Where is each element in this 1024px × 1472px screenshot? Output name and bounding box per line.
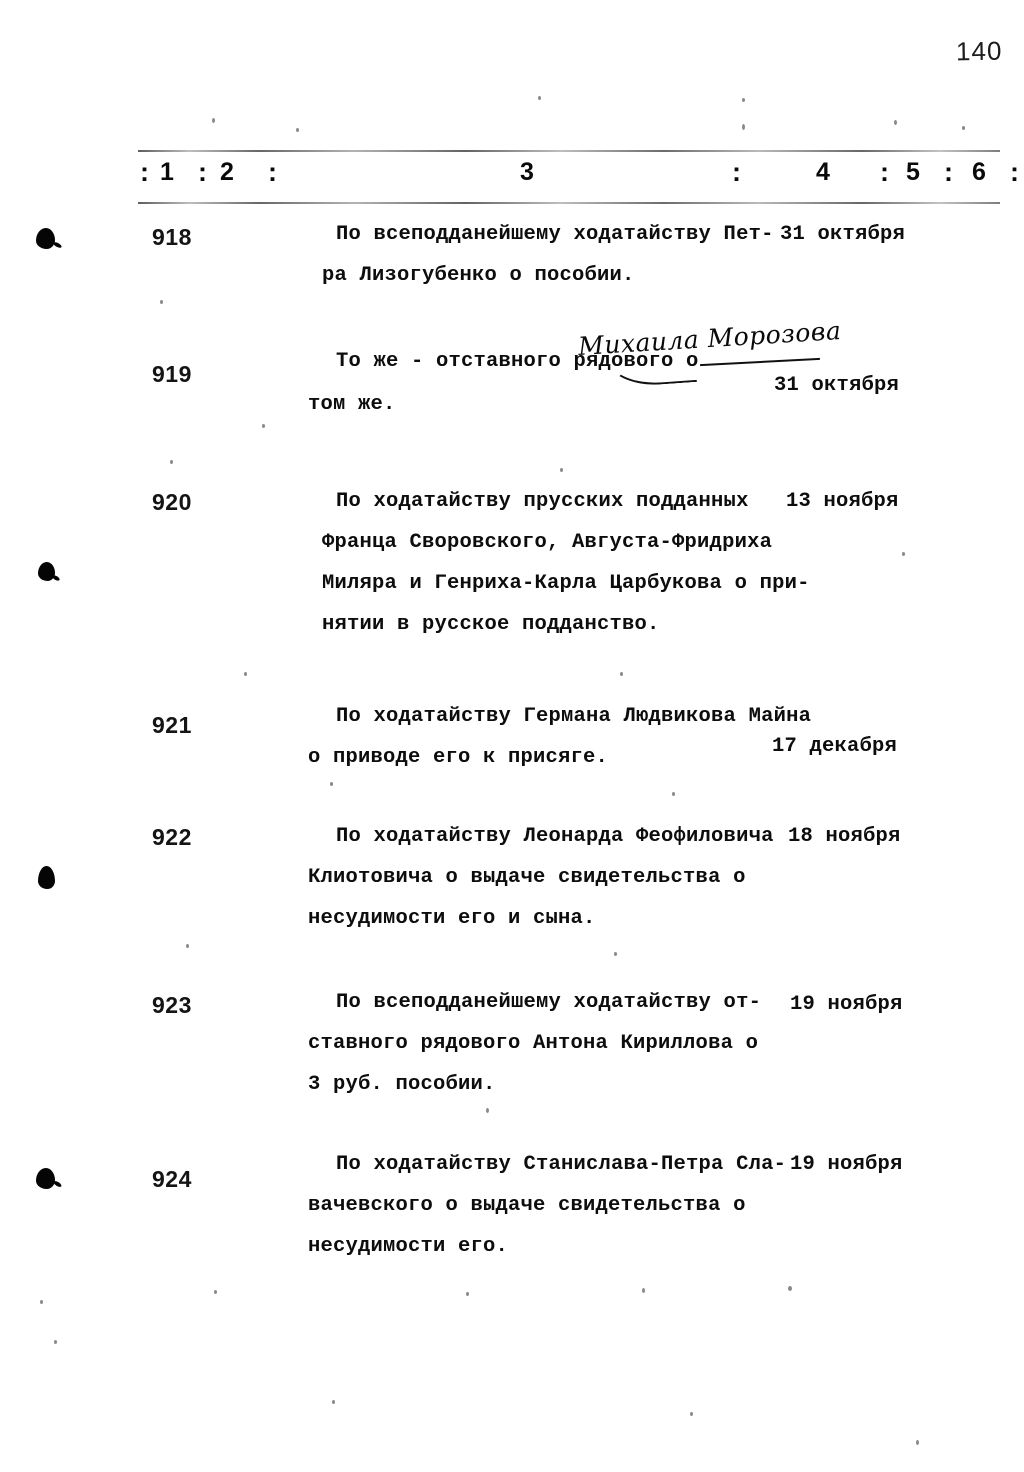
scan-speckle — [560, 468, 563, 472]
scan-speckle — [742, 124, 745, 130]
entry-line: 3 руб. пособии. — [308, 1073, 496, 1096]
entry-number: 921 — [152, 712, 192, 738]
entry-line: нятии в русское подданство. — [322, 613, 660, 636]
table-column-header — [138, 148, 1019, 204]
scan-speckle — [296, 128, 299, 132]
entry-line: вачевского о выдаче свидетельства о — [308, 1194, 746, 1217]
entry-date: 19 ноября — [790, 1153, 903, 1176]
entry-line: По всеподданейшему ходатайству от- — [336, 991, 762, 1014]
entry-date: 17 декабря — [772, 735, 898, 758]
ink-blot — [36, 228, 55, 249]
handwritten-insertion: Михаила Морозова — [577, 315, 843, 362]
column-separator-3: : — [732, 157, 741, 187]
entry-line: По ходатайству Леонарда Феофиловича — [336, 825, 774, 848]
scan-speckle — [962, 126, 965, 130]
column-separator-6: : — [1010, 157, 1019, 187]
scan-speckle — [614, 952, 617, 956]
column-separator-0: : — [140, 157, 149, 187]
scan-speckle — [466, 1292, 469, 1296]
column-header-5: 5 — [906, 158, 920, 186]
column-separator-2: : — [268, 157, 277, 187]
ink-blot-tail — [53, 241, 63, 249]
scan-speckle — [742, 98, 745, 102]
scan-speckle — [788, 1286, 792, 1291]
entry-number: 919 — [152, 361, 192, 387]
entry-line: Клиотовича о выдаче свидетельства о — [308, 866, 746, 889]
entry-number: 918 — [152, 224, 192, 250]
entry-number: 924 — [152, 1166, 192, 1192]
scan-speckle — [486, 1108, 489, 1113]
scan-speckle — [916, 1440, 919, 1445]
scan-speckle — [330, 782, 333, 786]
scan-speckle — [40, 1300, 43, 1304]
entry-line: ра Лизогубенко о пособии. — [322, 264, 635, 287]
scan-speckle — [538, 96, 541, 100]
column-header-6: 6 — [972, 158, 986, 186]
scan-speckle — [54, 1340, 57, 1344]
entry-line: Франца Своровского, Августа-Фридриха — [322, 531, 773, 554]
scan-speckle — [170, 460, 173, 464]
entry-line: несудимости его. — [308, 1235, 509, 1258]
ink-blot-tail — [53, 1180, 63, 1188]
column-separator-1: : — [198, 157, 207, 187]
entry-line: ставного рядового Антона Кириллова о — [308, 1032, 759, 1055]
scan-speckle — [212, 118, 215, 123]
entry-date: 19 ноября — [790, 993, 903, 1016]
column-separator-4: : — [880, 157, 889, 187]
entry-date: 31 октября — [774, 374, 900, 397]
column-header-4: 4 — [816, 158, 830, 186]
entry-date: 18 ноября — [788, 825, 901, 848]
scan-speckle — [332, 1400, 335, 1404]
header-rule-top — [138, 150, 1000, 152]
scan-speckle — [690, 1412, 693, 1416]
entry-number: 923 — [152, 992, 192, 1018]
entry-line: Миляра и Генриха-Карла Царбукова о при- — [322, 572, 810, 595]
column-separator-5: : — [944, 157, 953, 187]
column-header-2: 2 — [220, 158, 234, 186]
entry-line: По ходатайству Станислава-Петра Сла- — [336, 1153, 787, 1176]
ink-blot-tail — [52, 574, 61, 581]
entry-line: По ходатайству Германа Людвикова Майна — [336, 705, 812, 728]
scan-speckle — [186, 944, 189, 948]
ink-blot — [36, 1168, 55, 1189]
entry-date: 13 ноября — [786, 490, 899, 513]
scan-speckle — [244, 672, 247, 676]
scan-speckle — [672, 792, 675, 796]
entry-number: 920 — [152, 489, 192, 515]
page-number: 140 — [955, 35, 1003, 67]
entry-line: о приводе его к присяге. — [308, 746, 609, 769]
entry-number: 922 — [152, 824, 192, 850]
scan-speckle — [902, 552, 905, 556]
scan-speckle — [642, 1288, 645, 1293]
entry-line: По всеподданейшему ходатайству Пет- — [336, 223, 774, 246]
header-rule-bottom — [138, 202, 1000, 204]
entry-line: том же. — [308, 393, 396, 416]
scan-speckle — [160, 300, 163, 304]
scan-speckle — [214, 1290, 217, 1294]
scan-speckle — [262, 424, 265, 428]
entry-line: То же - отставного рядового о — [336, 350, 699, 373]
entry-line: По ходатайству прусских подданных — [336, 490, 749, 513]
ink-blot — [38, 866, 55, 889]
column-header-1: 1 — [160, 158, 174, 186]
scan-speckle — [620, 672, 623, 676]
scan-speckle — [894, 120, 897, 125]
column-header-3: 3 — [520, 158, 534, 186]
entry-date: 31 октября — [780, 223, 906, 246]
entry-line: несудимости его и сына. — [308, 907, 596, 930]
